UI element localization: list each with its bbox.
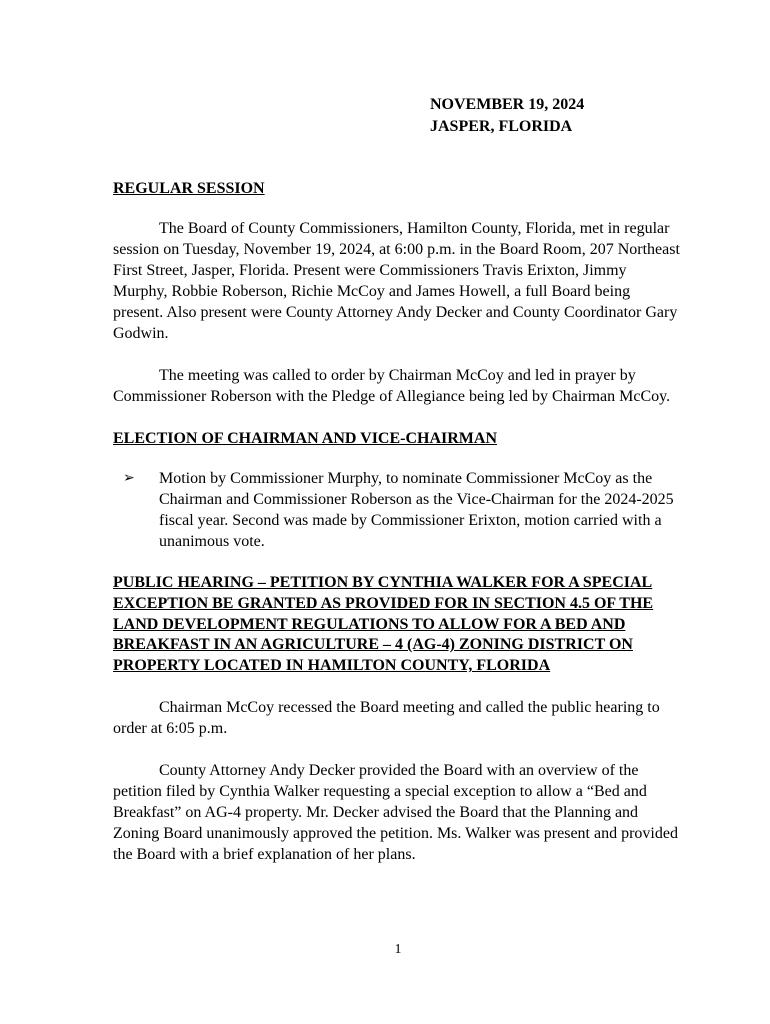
paragraph-recess: Chairman McCoy recessed the Board meeting and called the public hearing to order at 6:05 p.m. — [113, 698, 660, 737]
paragraph-call-to-order: The meeting was called to order by Chairman McCoy and led in prayer by Commissioner Roberson with the Pledge of Allegiance being led by Chairman McCoy. — [113, 367, 671, 405]
section-heading-regular-session: REGULAR SESSION — [113, 180, 265, 197]
arrow-bullet-icon: ➢ — [123, 470, 135, 486]
election-motion-list — [113, 468, 683, 552]
list-item — [113, 468, 683, 552]
page-number: 1 — [394, 942, 402, 957]
meeting-location: JASPER, FLORIDA — [430, 117, 573, 135]
paragraph-attendance: The Board of County Commissioners, Hamilton County, Florida, met in regular session on Tuesday, November 19, 2024, at 6:00 p.m. in the Board Room, 207 Northeast First Street, Jasper, Florida. Present were Commissioners Travis Erixton, Jimmy Murphy, Robbie Roberson, Richie McCoy and James Howell, a full Board being present. Also present were County Attorney Andy Decker and County Coordinator Gary Godwin. — [113, 220, 680, 342]
meeting-date: NOVEMBER 19, 2024 — [430, 96, 585, 113]
section-heading-election: ELECTION OF CHAIRMAN AND VICE-CHAIRMAN — [113, 430, 498, 447]
document-header — [430, 94, 584, 137]
document-body — [113, 178, 683, 886]
motion-text: Motion by Commissioner Murphy, to nominate Commissioner McCoy as the Chairman and Commissioner Roberson as the Vice-Chairman for the 2024-2025 fiscal year. Second was made by Commissioner Erixton, motion carried with a unanimous vote. — [159, 470, 674, 550]
section-heading-public-hearing: PUBLIC HEARING – PETITION BY CYNTHIA WALKER FOR A SPECIAL EXCEPTION BE GRANTED AS PROVIDED FOR IN SECTION 4.5 OF THE LAND DEVELOPMENT REGULATIONS TO ALLOW FOR A BED AND BREAKFAST IN AN AGRICULTURE – 4 (AG-4) ZONING DISTRICT ON PROPERTY LOCATED IN HAMILTON COUNTY, FLORIDA — [113, 574, 654, 675]
paragraph-petition-overview: County Attorney Andy Decker provided the Board with an overview of the petition filed by Cynthia Walker requesting a special exception to allow a “Bed and Breakfast” on AG-4 property. Mr. Decker advised the Board that the Planning and Zoning Board unanimously approved the petition. Ms. Walker was present and provided the Board with a brief explanation of her plans. — [113, 761, 678, 863]
